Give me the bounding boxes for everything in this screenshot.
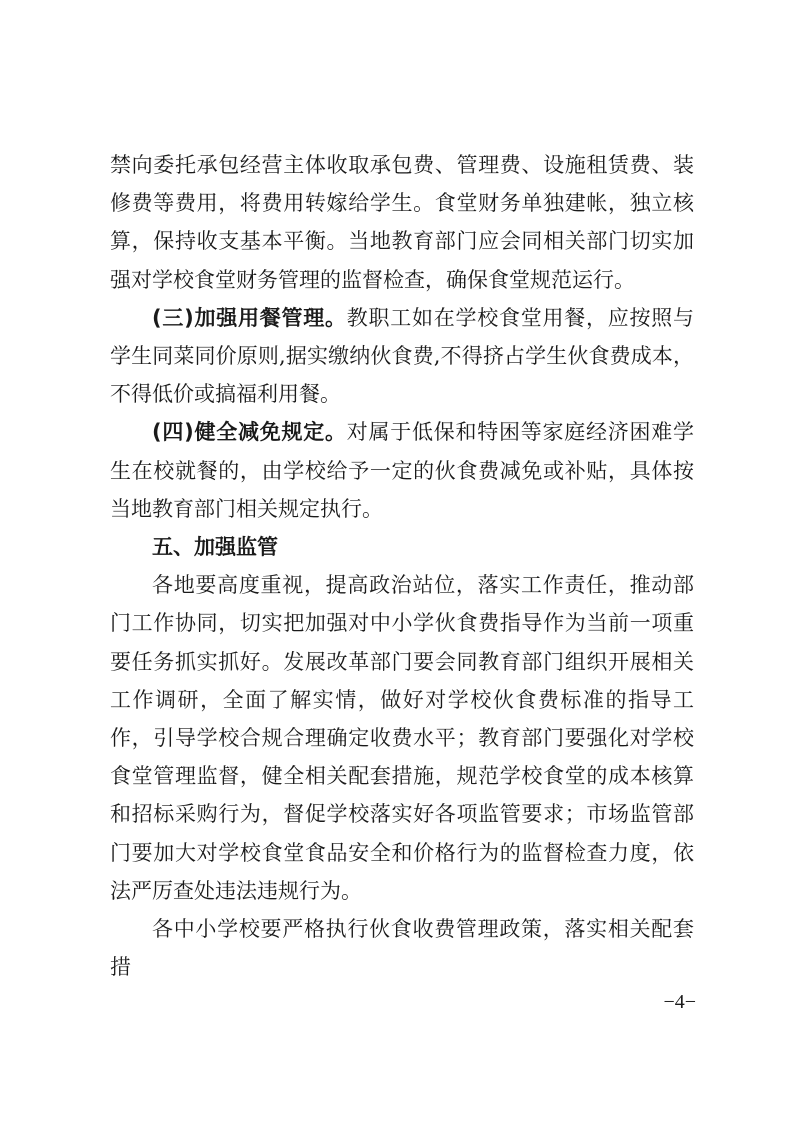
paragraph-continuation: 禁向委托承包经营主体收取承包费、管理费、设施租赁费、装修费等费用，将费用转嫁给学生。食堂财务单独建帐，独立核算，保持收支基本平衡。当地教育部门应会同相关部门切实加强对学校食堂财务管理的监督检查，确保食堂规范运行。: [110, 153, 694, 292]
paragraph-lead-heading: (三)加强用餐管理。: [152, 305, 347, 330]
page-body: [110, 146, 694, 986]
paragraph-lead-heading: (四)健全减免规定。: [152, 420, 347, 445]
page-number: −4−: [663, 991, 696, 1013]
section-heading: 五、加强监管: [152, 535, 278, 560]
paragraph-schools: 各中小学校要严格执行伙食收费管理政策，落实相关配套措: [110, 917, 694, 980]
paragraph-text: 对属于低保和特困等家庭经济困难学生在校就餐的，由学校给予一定的伙食费减免或补贴，具体按当地教育部门相关规定执行。: [110, 420, 694, 521]
paragraph-fee-reduction: [110, 413, 694, 528]
paragraph-supervision: 各地要高度重视，提高政治站位，落实工作责任，推动部门工作协同，切实把加强对中小学伙食费指导作为当前一项重要任务抓实抓好。发展改革部门要会同教育部门组织开展相关工作调研，全面了解实情，做好对学校伙食费标准的指导工作，引导学校合规合理确定收费水平；教育部门要强化对学校食堂管理监督，健全相关配套措施，规范学校食堂的成本核算和招标采购行为，督促学校落实好各项监管要求；市场监管部门要加大对学校食堂食品安全和价格行为的监督检查力度，依法严厉查处违法违规行为。: [110, 573, 694, 903]
paragraph-text: 教职工如在学校食堂用餐，应按照与学生同菜同价原则,据实缴纳伙食费,不得挤占学生伙食费成本，不得低价或搞福利用餐。: [110, 305, 694, 407]
paragraph-dining-management: [110, 299, 694, 414]
